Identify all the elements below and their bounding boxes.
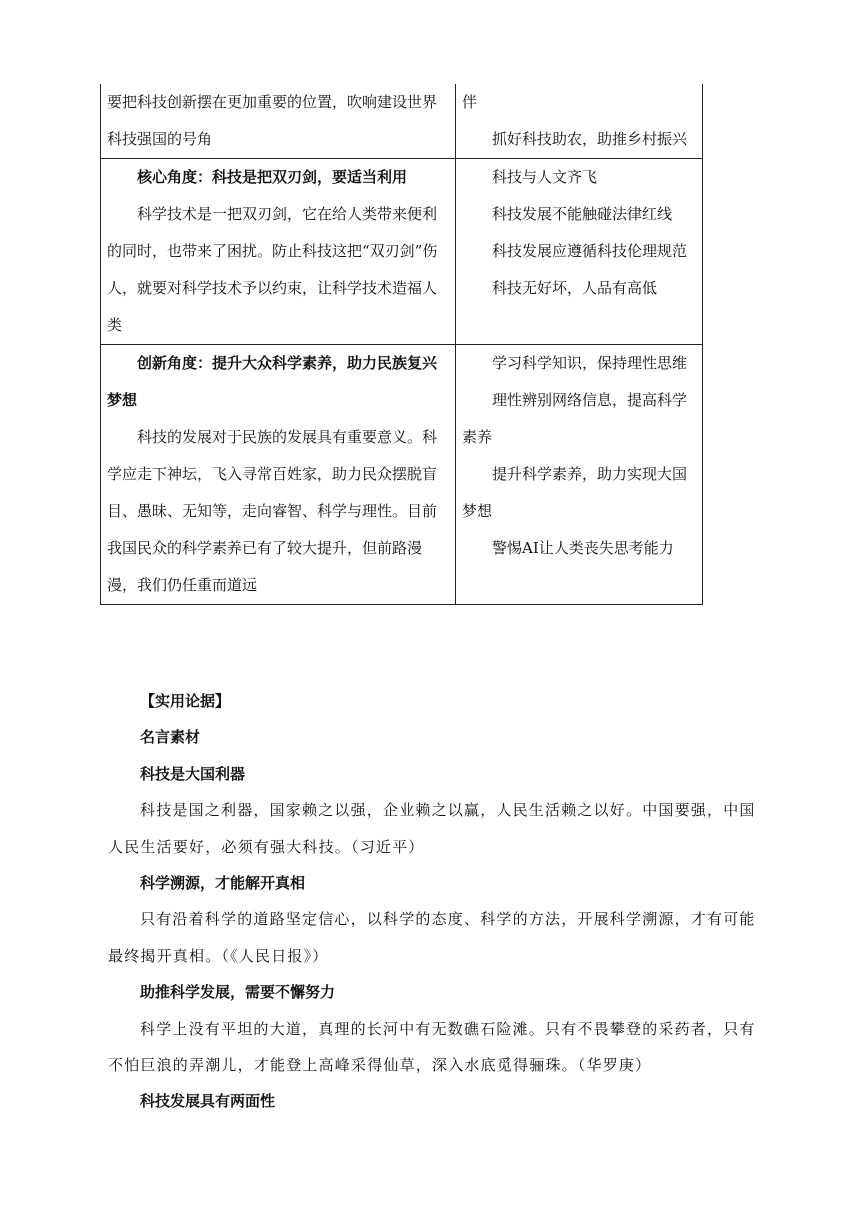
section-title: 【实用论据】 <box>140 692 231 710</box>
table-row <box>101 84 703 159</box>
material-table <box>100 84 703 605</box>
cell-item: 科技发展应遵循科技伦理规范 <box>492 242 688 260</box>
section-subtitle: 名言素材 <box>140 728 201 747</box>
cell-item: 学习科学知识，保持理性思维 <box>492 354 688 372</box>
table-cell-left <box>101 345 456 605</box>
cell-heading: 核心角度：科技是把双刃剑，要适当利用 <box>137 168 408 186</box>
cell-paragraph: 科技的发展对于民族的发展具有重要意义。科学应走下神坛，飞入寻常百姓家，助力民众摆脱盲目、愚昧、无知等，走向睿智、科学与理性。目前我国民众的科学素养已有了较大提升，但前路漫漫，我们仍任重而道远 <box>107 428 438 594</box>
cell-item: 警惕AI让人类丧失思考能力 <box>492 539 674 557</box>
quote-text: 科技是国之利器，国家赖之以强，企业赖之以赢，人民生活赖之以好。中国要强，中国人民生活要好，必须有强大科技。（习近平） <box>108 801 756 856</box>
quote-heading: 科技是大国利器 <box>140 764 246 783</box>
quote-heading: 科技发展具有两面性 <box>140 1092 276 1111</box>
cell-item: 科技无好坏，人品有高低 <box>492 279 658 297</box>
quote-text: 科学上没有平坦的大道，真理的长河中有无数礁石险滩。只有不畏攀登的采药者，只有不怕巨浪的弄潮儿，才能登上高峰采得仙草，深入水底觅得骊珠。（华罗庚） <box>108 1019 756 1075</box>
table-row <box>101 159 703 345</box>
quote-heading: 科学溯源，才能解开真相 <box>140 874 306 893</box>
table-row <box>101 345 703 605</box>
cell-item: 理性辨别网络信息，提高科学素养 <box>462 391 688 446</box>
cell-paragraph: 要把科技创新摆在更加重要的位置，吹响建设世界科技强国的号角 <box>107 93 438 148</box>
table-cell-left <box>101 84 456 159</box>
cell-item: 伴 <box>462 93 478 111</box>
table-cell-right <box>456 159 703 345</box>
cell-item: 抓好科技助农，助推乡村振兴 <box>492 130 688 148</box>
quote-heading: 助推科学发展，需要不懈努力 <box>140 983 336 1002</box>
cell-heading: 创新角度：提升大众科学素养，助力民族复兴梦想 <box>107 354 438 409</box>
table-cell-right <box>456 345 703 605</box>
cell-paragraph: 科学技术是一把双刃剑，它在给人类带来便利的同时，也带来了困扰。防止科技这把“双刃剑”伤人，就要对科学技术予以约束，让科学技术造福人类 <box>107 205 438 334</box>
table-cell-right <box>456 84 703 159</box>
cell-item: 科技与人文齐飞 <box>492 168 598 186</box>
evidence-section <box>108 683 758 1120</box>
cell-item: 提升科学素养，助力实现大国梦想 <box>462 465 688 520</box>
table-cell-left <box>101 159 456 345</box>
quote-text: 只有沿着科学的道路坚定信心，以科学的态度、科学的方法，开展科学溯源，才有可能最终揭开真相。（《人民日报》） <box>108 910 756 965</box>
cell-item: 科技发展不能触碰法律红线 <box>492 205 673 223</box>
